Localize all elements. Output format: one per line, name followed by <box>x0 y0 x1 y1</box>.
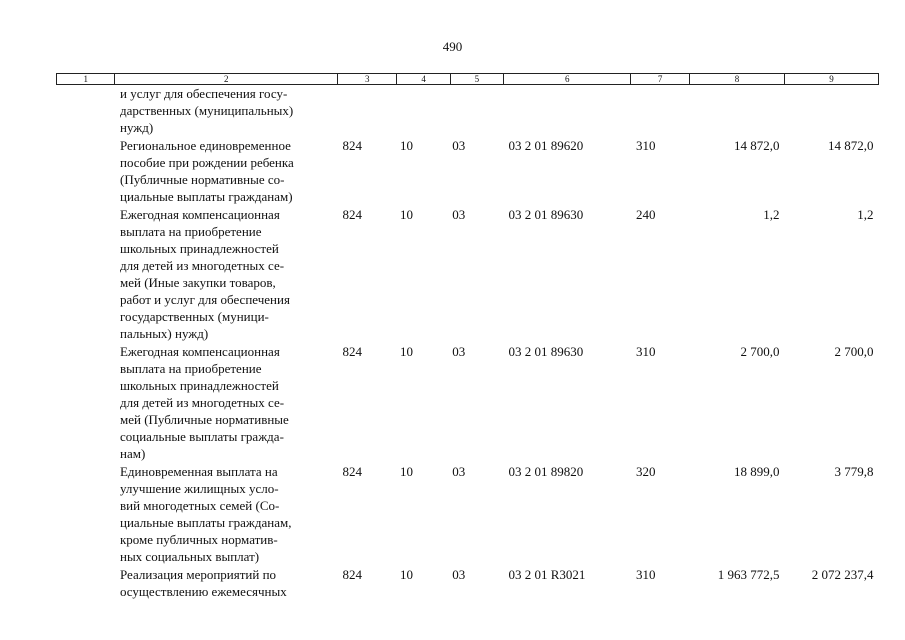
number-cell <box>57 565 115 600</box>
target-article-cell: 03 2 01 89630 <box>508 207 584 222</box>
target-article-cell: 03 2 01 R3021 <box>508 567 586 582</box>
item-name-line: (Публичные нормативные со- <box>119 172 285 187</box>
expense-type-cell <box>631 85 689 137</box>
expense-type-cell: 310 <box>635 344 656 359</box>
column-header: 3 <box>337 74 397 85</box>
number-cell <box>57 205 115 342</box>
item-name-line: пособие при рождении ребенка <box>119 155 294 170</box>
expense-type-cell: 240 <box>635 207 656 222</box>
item-name-line: выплата на приобретение <box>119 361 262 376</box>
subsection-cell: 03 <box>452 464 466 479</box>
column-header: 2 <box>115 74 337 85</box>
target-article-cell: 03 2 01 89820 <box>508 464 584 479</box>
item-name-line: для детей из многодетных се- <box>119 258 285 273</box>
table-row <box>57 565 879 600</box>
item-name-line: нужд) <box>119 120 154 135</box>
column-header: 1 <box>57 74 115 85</box>
admin-code-cell: 824 <box>342 464 362 479</box>
section-cell: 10 <box>399 344 413 359</box>
item-name-line: школьных принадлежностей <box>119 378 279 393</box>
item-name-line: циальные выплаты гражданам, <box>119 515 292 530</box>
column-header: 9 <box>784 74 878 85</box>
item-name-line: мей (Публичные нормативные <box>119 412 289 427</box>
amount-year1-cell: 1 963 772,5 <box>717 567 780 582</box>
item-name-cell <box>115 136 337 205</box>
subsection-cell: 03 <box>452 567 466 582</box>
item-name-cell <box>115 565 337 600</box>
item-name-cell <box>115 342 337 462</box>
item-name-line: государственных (муници- <box>119 309 269 324</box>
item-name-line: нам) <box>119 446 146 461</box>
section-cell: 10 <box>399 464 413 479</box>
admin-code-cell: 824 <box>342 344 362 359</box>
expense-type-cell: 310 <box>635 567 656 582</box>
number-cell <box>57 85 115 137</box>
amount-year1-cell: 2 700,0 <box>740 344 780 359</box>
item-name-line: Региональное единовременное <box>119 138 291 153</box>
item-name-line: циальные выплаты гражданам) <box>119 189 293 204</box>
subsection-cell: 03 <box>452 207 466 222</box>
admin-code-cell: 824 <box>342 138 362 153</box>
target-article-cell: 03 2 01 89620 <box>508 138 584 153</box>
admin-code-cell: 824 <box>342 567 362 582</box>
amount-year2-cell: 1,2 <box>857 207 874 222</box>
number-cell <box>57 136 115 205</box>
admin-code-cell: 824 <box>342 207 362 222</box>
table-row <box>57 205 879 342</box>
amount-year2-cell: 2 072 237,4 <box>811 567 874 582</box>
item-name-line: школьных принадлежностей <box>119 241 279 256</box>
item-name-line: осуществлению ежемесячных <box>119 584 287 599</box>
budget-table <box>56 73 879 600</box>
amount-year2-cell: 3 779,8 <box>834 464 874 479</box>
item-name-line: Реализация мероприятий по <box>119 567 277 582</box>
column-header: 8 <box>689 74 784 85</box>
table-row <box>57 462 879 565</box>
subsection-cell <box>450 85 503 137</box>
amount-year1-cell <box>689 85 784 137</box>
amount-year2-cell: 14 872,0 <box>828 138 874 153</box>
table-body <box>57 85 879 601</box>
amount-year1-cell: 18 899,0 <box>733 464 780 479</box>
item-name-line: улучшение жилищных усло- <box>119 481 279 496</box>
amount-year2-cell: 2 700,0 <box>834 344 874 359</box>
item-name-cell <box>115 462 337 565</box>
item-name-line: социальные выплаты гражда- <box>119 429 284 444</box>
table-header-row <box>57 74 879 85</box>
amount-year1-cell: 14 872,0 <box>733 138 780 153</box>
subsection-cell: 03 <box>452 138 466 153</box>
expense-type-cell: 310 <box>635 138 656 153</box>
item-name-line: мей (Иные закупки товаров, <box>119 275 276 290</box>
target-article-cell <box>504 85 631 137</box>
item-name-line: пальных) нужд) <box>119 326 209 341</box>
table-row <box>57 85 879 137</box>
item-name-line: работ и услуг для обеспечения <box>119 292 290 307</box>
item-name-line: и услуг для обеспечения госу- <box>119 86 288 101</box>
table-row <box>57 342 879 462</box>
amount-year2-cell <box>784 85 878 137</box>
column-header: 5 <box>450 74 503 85</box>
item-name-line: кроме публичных норматив- <box>119 532 278 547</box>
table-row <box>57 136 879 205</box>
section-cell <box>397 85 450 137</box>
item-name-cell <box>115 85 337 137</box>
item-name-line: выплата на приобретение <box>119 224 262 239</box>
number-cell <box>57 342 115 462</box>
target-article-cell: 03 2 01 89630 <box>508 344 584 359</box>
subsection-cell: 03 <box>452 344 466 359</box>
item-name-line: ных социальных выплат) <box>119 549 260 564</box>
column-header: 4 <box>397 74 450 85</box>
admin-code-cell <box>337 85 397 137</box>
page-number: 490 <box>442 39 463 54</box>
item-name-line: Ежегодная компенсационная <box>119 344 280 359</box>
column-header: 6 <box>504 74 631 85</box>
section-cell: 10 <box>399 138 413 153</box>
amount-year1-cell: 1,2 <box>763 207 780 222</box>
section-cell: 10 <box>399 567 413 582</box>
item-name-line: дарственных (муниципальных) <box>119 103 294 118</box>
item-name-line: Единовременная выплата на <box>119 464 278 479</box>
item-name-line: вий многодетных семей (Со- <box>119 498 280 513</box>
section-cell: 10 <box>399 207 413 222</box>
item-name-line: Ежегодная компенсационная <box>119 207 280 222</box>
item-name-cell <box>115 205 337 342</box>
number-cell <box>57 462 115 565</box>
column-header: 7 <box>631 74 689 85</box>
expense-type-cell: 320 <box>635 464 656 479</box>
item-name-line: для детей из многодетных се- <box>119 395 285 410</box>
